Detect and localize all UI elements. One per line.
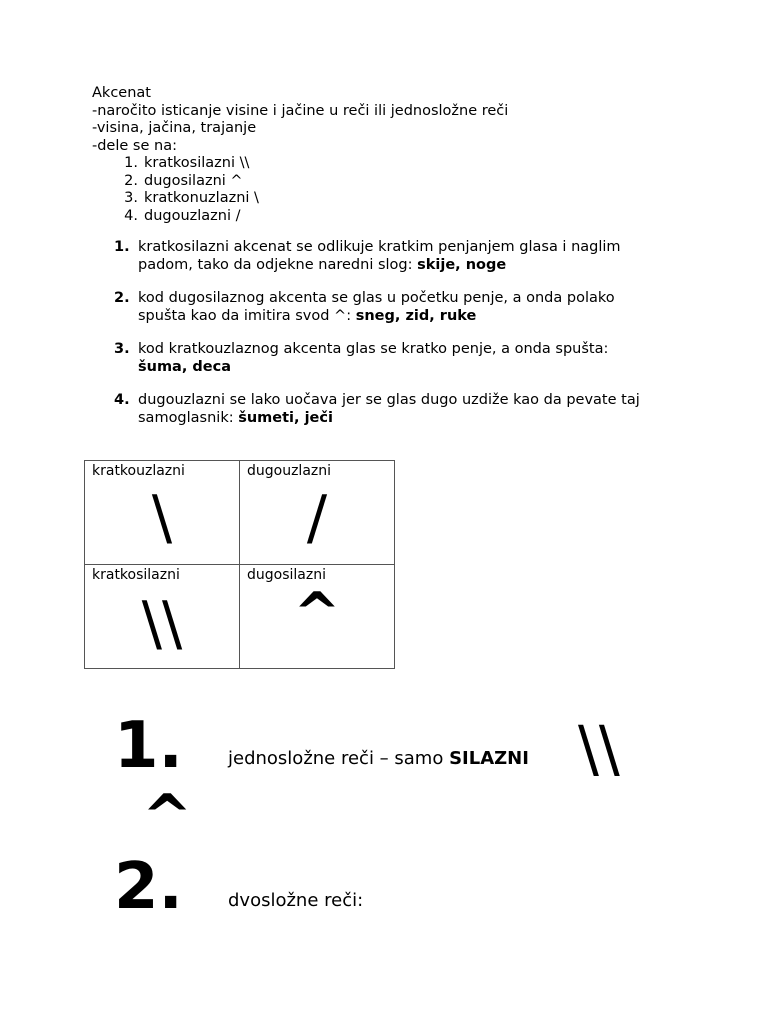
description-item-3: 3. kod kratkouzlaznog akcenta glas se kratko penje, a onda spušta: šuma, deca bbox=[114, 341, 609, 375]
accent-symbol-table bbox=[84, 460, 395, 669]
table-cell-kratkouzlazni: kratkouzlazni \ bbox=[85, 461, 240, 565]
rule-2-text: dvosložne reči: bbox=[228, 890, 364, 911]
description-item-2: 2. kod dugosilaznog akcenta se glas u početku penje, a onda polako spušta kao da imitira svod ^: sneg, zid, ruke bbox=[114, 290, 615, 324]
intro-line-definition: -naročito isticanje visine i jačine u reči ili jednosložne reči bbox=[92, 102, 509, 119]
double-backslash-symbol: \\ bbox=[141, 589, 183, 659]
accent-type-item: 3. kratkonuzlazni \ bbox=[124, 190, 259, 206]
accent-type-item: 4. dugouzlazni / bbox=[124, 207, 241, 224]
accent-type-item: 1. kratkosilazni \\ bbox=[124, 155, 250, 171]
accent-type-item: 2. dugosilazni ^ bbox=[124, 172, 243, 189]
slash-symbol: / bbox=[306, 483, 328, 553]
description-item-1: 1. kratkosilazni akcenat se odlikuje kratkim penjanjem glasa i naglim padom, tako da odjekne naredni slog: skije, noge bbox=[114, 239, 621, 273]
rule-1-text: jednosložne reči – samo SILAZNI bbox=[228, 748, 529, 769]
rule-number-2: 2. bbox=[114, 850, 183, 924]
table-cell-kratkosilazni: kratkosilazni \\ bbox=[85, 565, 240, 669]
circumflex-symbol: ^ bbox=[293, 581, 341, 646]
rule-number-1: 1. bbox=[114, 709, 183, 783]
intro-line-properties: -visina, jačina, trajanje bbox=[92, 120, 257, 136]
heading-akcenat: Akcenat bbox=[92, 85, 151, 101]
description-item-4: 4. dugouzlazni se lako uočava jer se glas dugo uzdiže kao da pevate taj samoglasnik: šumeti, ječi bbox=[114, 392, 640, 426]
intro-line-divided: -dele se na: bbox=[92, 137, 177, 154]
intro-section bbox=[92, 85, 508, 225]
double-backslash-large-symbol: \\ bbox=[578, 712, 620, 785]
circumflex-large-symbol: ^ bbox=[142, 782, 193, 852]
backslash-symbol: \ bbox=[151, 483, 173, 553]
table-cell-dugouzlazni: dugouzlazni / bbox=[240, 461, 395, 565]
table-cell-dugosilazni: dugosilazni ^ bbox=[240, 565, 395, 669]
